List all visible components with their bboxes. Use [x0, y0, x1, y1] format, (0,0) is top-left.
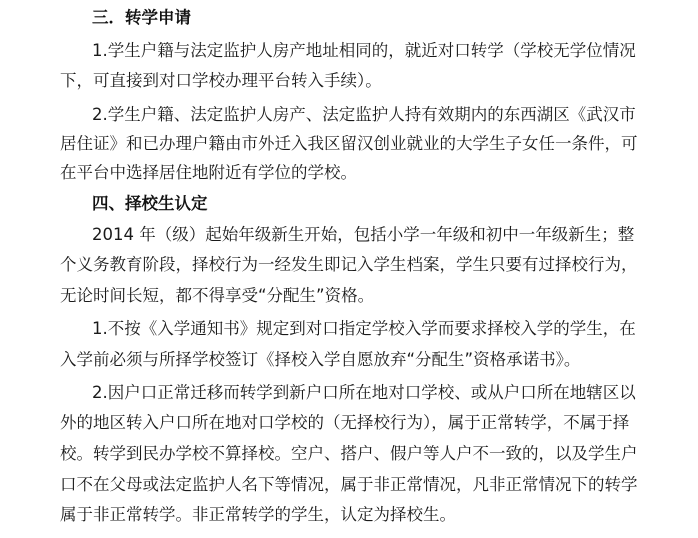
- section-4-item-2-line-5: 属于非正常转学。非正常转学的学生，认定为择校生。: [60, 505, 456, 524]
- section-4-item-1-line-2: 入学前必须与所择学校签订《择校入学自愿放弃“分配生”资格承诺书》。: [60, 350, 581, 369]
- section-3-item-1-line-1: 1.学生户籍与法定监护人房产地址相同的，就近对口转学（学校无学位情况: [92, 41, 636, 60]
- section-4-item-2-line-4: 口不在父母或法定监护人名下等情况，属于非正常情况，凡非正常情况下的转学: [60, 475, 638, 494]
- section-3-item-2-line-2: 居住证》和已办理户籍由市外迁入我区留汉创业就业的大学生子女任一条件，可: [60, 134, 638, 153]
- section-4-item-1-line-1: 1.不按《入学通知书》规定到对口指定学校入学而要求择校入学的学生，在: [92, 319, 636, 338]
- section-3-item-2-line-1: 2.学生户籍、法定监护人房产、法定监护人持有效期内的东西湖区《武汉市: [92, 105, 636, 124]
- section-4-intro-line-3: 无论时间长短，都不得享受“分配生”资格。: [60, 286, 375, 305]
- section-3-item-1-line-2: 下，可直接到对口学校办理平台转入手续）。: [60, 71, 382, 90]
- section-4-intro-line-2: 个义务教育阶段，择校行为一经发生即记入学生档案，学生只要有过择校行为，: [60, 255, 638, 274]
- section-3-heading: 三．转学申请: [92, 8, 191, 27]
- section-3-item-2-line-3: 在平台中选择居住地附近有学位的学校。: [60, 163, 357, 182]
- section-4-intro-line-1: 2014 年（级）起始年级新生开始，包括小学一年级和初中一年级新生；整: [92, 225, 635, 244]
- section-4-item-2-line-1: 2.因户口正常迁移而转学到新户口所在地对口学校、或从户口所在地辖区以: [92, 383, 636, 402]
- section-4-item-2-line-3: 校。转学到民办学校不算择校。空户、搭户、假户等人户不一致的，以及学生户: [60, 444, 638, 463]
- section-4-item-2-line-2: 外的地区转入户口所在地对口学校的（无择校行为），属于正常转学，不属于择: [60, 413, 630, 432]
- section-4-heading: 四、择校生认定: [92, 194, 208, 213]
